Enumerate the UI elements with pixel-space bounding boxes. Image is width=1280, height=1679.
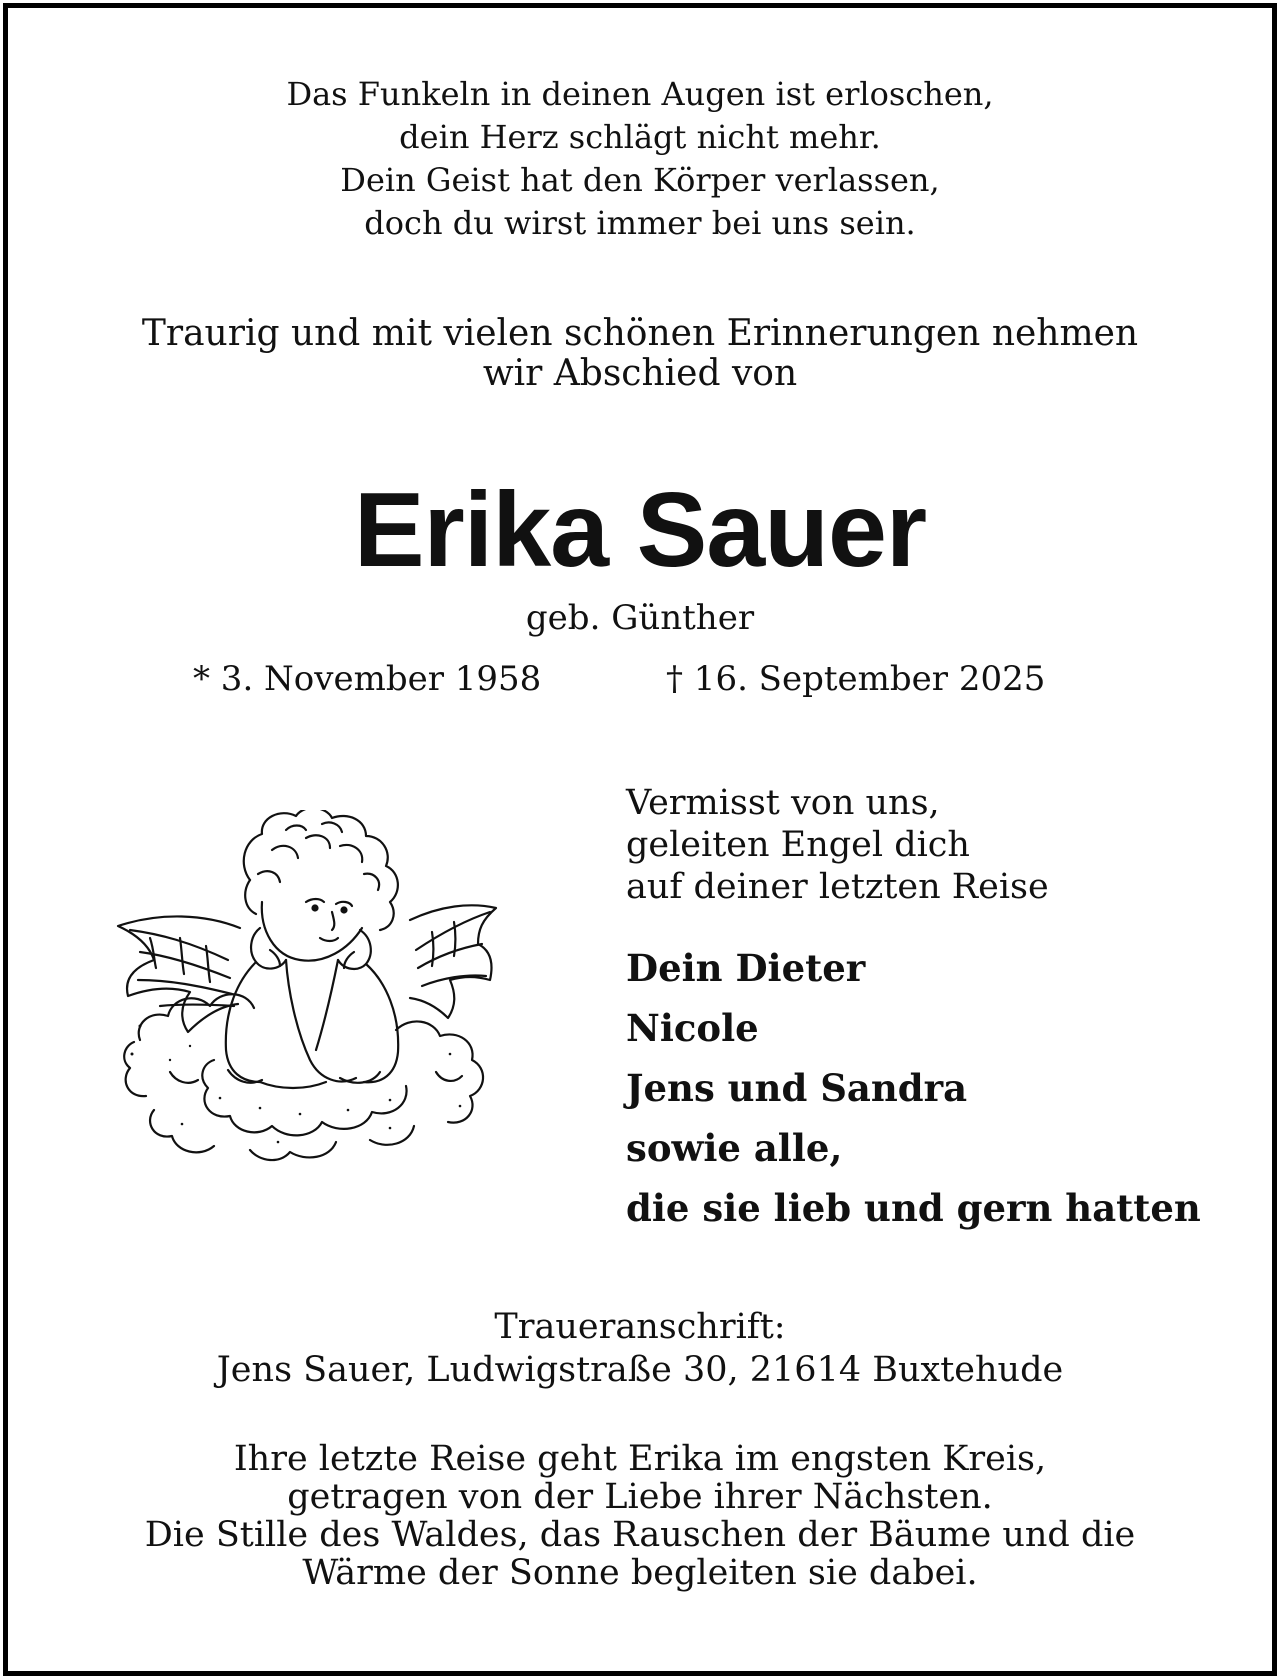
birth-name: geb. Günther	[525, 598, 755, 638]
mourner: die sie lieb und gern hatten	[626, 1186, 1201, 1230]
poem	[0, 73, 1280, 245]
cherub-angel-icon	[110, 810, 520, 1210]
poem-line: dein Herz schlägt nicht mehr.	[399, 118, 881, 156]
intro-line: wir Abschied von	[482, 353, 798, 394]
poem-line: doch du wirst immer bei uns sein.	[364, 204, 916, 242]
verse	[626, 782, 1049, 908]
mourner: Nicole	[626, 1006, 759, 1050]
address-line: Jens Sauer, Ludwigstraße 30, 21614 Buxtehude	[216, 1350, 1064, 1390]
intro-line: Traurig und mit vielen schönen Erinnerungen nehmen	[141, 313, 1139, 354]
closing-line: getragen von der Liebe ihrer Nächsten.	[287, 1477, 993, 1517]
closing-line: Wärme der Sonne begleiten sie dabei.	[302, 1553, 978, 1593]
deceased-name: Erika Sauer	[353, 471, 927, 589]
intro-text	[0, 314, 1280, 394]
poem-line: Dein Geist hat den Körper verlassen,	[340, 161, 940, 199]
verse-line: geleiten Engel dich	[626, 825, 970, 865]
closing-text	[0, 1440, 1280, 1592]
mourner: Dein Dieter	[626, 946, 866, 990]
closing-line: Ihre letzte Reise geht Erika im engsten Kreis,	[233, 1439, 1047, 1479]
closing-line: Die Stille des Waldes, das Rauschen der Bäume und die	[144, 1515, 1136, 1555]
birth-date: * 3. November 1958	[193, 659, 542, 699]
death-date: † 16. September 2025	[666, 659, 1046, 699]
mourning-address	[0, 1306, 1280, 1392]
mourner: sowie alle,	[626, 1126, 843, 1170]
verse-line: auf deiner letzten Reise	[626, 867, 1049, 907]
mourner: Jens und Sandra	[626, 1066, 968, 1110]
verse-line: Vermisst von uns,	[626, 783, 940, 823]
poem-line: Das Funkeln in deinen Augen ist erloschen,	[286, 75, 994, 113]
mourners-list	[626, 938, 1201, 1238]
address-label: Traueranschrift:	[494, 1307, 786, 1347]
